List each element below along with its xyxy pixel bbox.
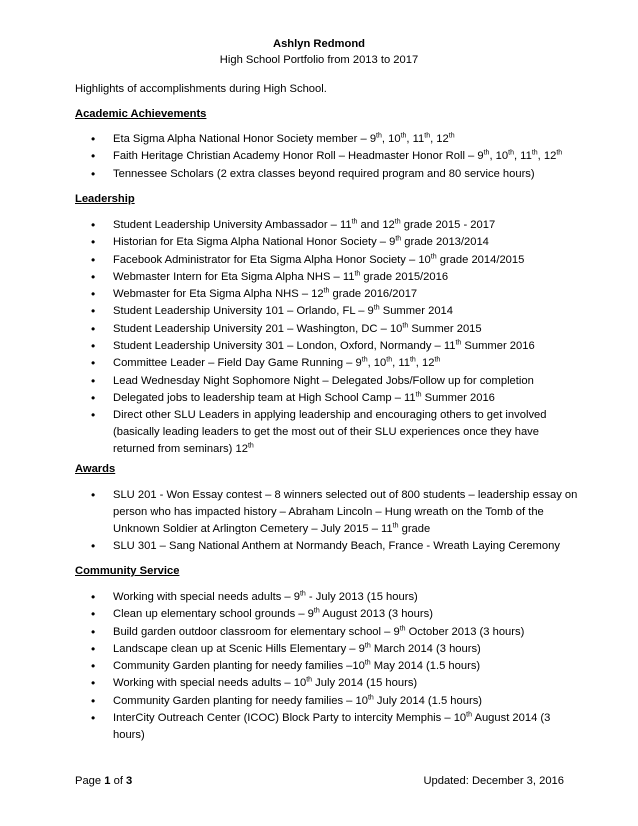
page-total: 3: [126, 775, 133, 787]
list-item: • Tennessee Scholars (2 extra classes beyond required program and 80 service hours): [0, 166, 638, 183]
section-heading-academic: Academic Achievements: [75, 108, 207, 120]
list-item: • Student Leadership University Ambassador – 11th and 12th grade 2015 - 2017: [0, 217, 638, 234]
page-prefix: Page: [75, 775, 105, 787]
list-item: • Facebook Administrator for Eta Sigma Alpha Honor Society – 10th grade 2014/2015: [0, 252, 638, 269]
page-number: [75, 775, 132, 787]
list-item: • Landscape clean up at Scenic Hills Elementary – 9th March 2014 (3 hours): [0, 641, 638, 658]
section-heading-community-service: Community Service: [75, 565, 180, 577]
list-item: • Delegated jobs to leadership team at High School Camp – 11th Summer 2016: [0, 390, 638, 407]
list-item: • SLU 301 – Sang National Anthem at Normandy Beach, France - Wreath Laying Ceremony: [0, 538, 638, 555]
list-item: • Committee Leader – Field Day Game Running – 9th, 10th, 11th, 12th: [0, 355, 638, 372]
list-item: • Eta Sigma Alpha National Honor Society member – 9th, 10th, 11th, 12th: [0, 131, 638, 148]
list-item: • Clean up elementary school grounds – 9th August 2013 (3 hours): [0, 606, 638, 623]
section-heading-awards: Awards: [75, 463, 116, 475]
list-item: • Working with special needs adults – 10th July 2014 (15 hours): [0, 675, 638, 692]
intro-text: Highlights of accomplishments during High School.: [75, 83, 327, 95]
page-current: 1: [104, 775, 111, 787]
list-item: • Student Leadership University 101 – Orlando, FL – 9th Summer 2014: [0, 303, 638, 320]
list-item: • Student Leadership University 301 – London, Oxford, Normandy – 11th Summer 2016: [0, 338, 638, 355]
updated-date: Updated: December 3, 2016: [423, 775, 564, 787]
list-item: • Lead Wednesday Night Sophomore Night – Delegated Jobs/Follow up for completion: [0, 373, 638, 390]
student-name: Ashlyn Redmond: [273, 38, 365, 50]
community-service-list: [0, 589, 638, 744]
list-item: • Faith Heritage Christian Academy Honor Roll – Headmaster Honor Roll – 9th, 10th, 11th, 12th: [0, 148, 638, 165]
list-item: • Webmaster Intern for Eta Sigma Alpha NHS – 11th grade 2015/2016: [0, 269, 638, 286]
list-item: • InterCity Outreach Center (ICOC) Block Party to intercity Memphis – 10th August 2014 (3 hours): [0, 710, 638, 744]
list-item: • Build garden outdoor classroom for elementary school – 9th October 2013 (3 hours): [0, 624, 638, 641]
list-item: • Student Leadership University 201 – Washington, DC – 10th Summer 2015: [0, 321, 638, 338]
academic-list: [0, 131, 638, 183]
list-item: • Community Garden planting for needy families –10th May 2014 (1.5 hours): [0, 658, 638, 675]
document-subtitle: High School Portfolio from 2013 to 2017: [219, 54, 419, 66]
page-of: of: [110, 775, 127, 787]
list-item: • Working with special needs adults – 9th - July 2013 (15 hours): [0, 589, 638, 606]
list-item: • Webmaster for Eta Sigma Alpha NHS – 12th grade 2016/2017: [0, 286, 638, 303]
list-item: • SLU 201 - Won Essay contest – 8 winners selected out of 800 students – leadership essay on person who has impacted history – Abraham Lincoln – Hung wreath on the Tomb of the Unknown Soldier at Arlington Cemetery – July 2015 – 11th grade: [0, 487, 638, 537]
list-item: • Community Garden planting for needy families – 10th July 2014 (1.5 hours): [0, 693, 638, 710]
list-item: • Direct other SLU Leaders in applying leadership and encouraging others to get involved (basically leading leaders to get the most out of their SLU experiences once they have returned from seminars) 12th: [0, 407, 638, 457]
leadership-list: [0, 217, 638, 458]
section-heading-leadership: Leadership: [75, 193, 135, 205]
awards-list: [0, 487, 638, 555]
list-item: • Historian for Eta Sigma Alpha National Honor Society – 9th grade 2013/2014: [0, 234, 638, 251]
